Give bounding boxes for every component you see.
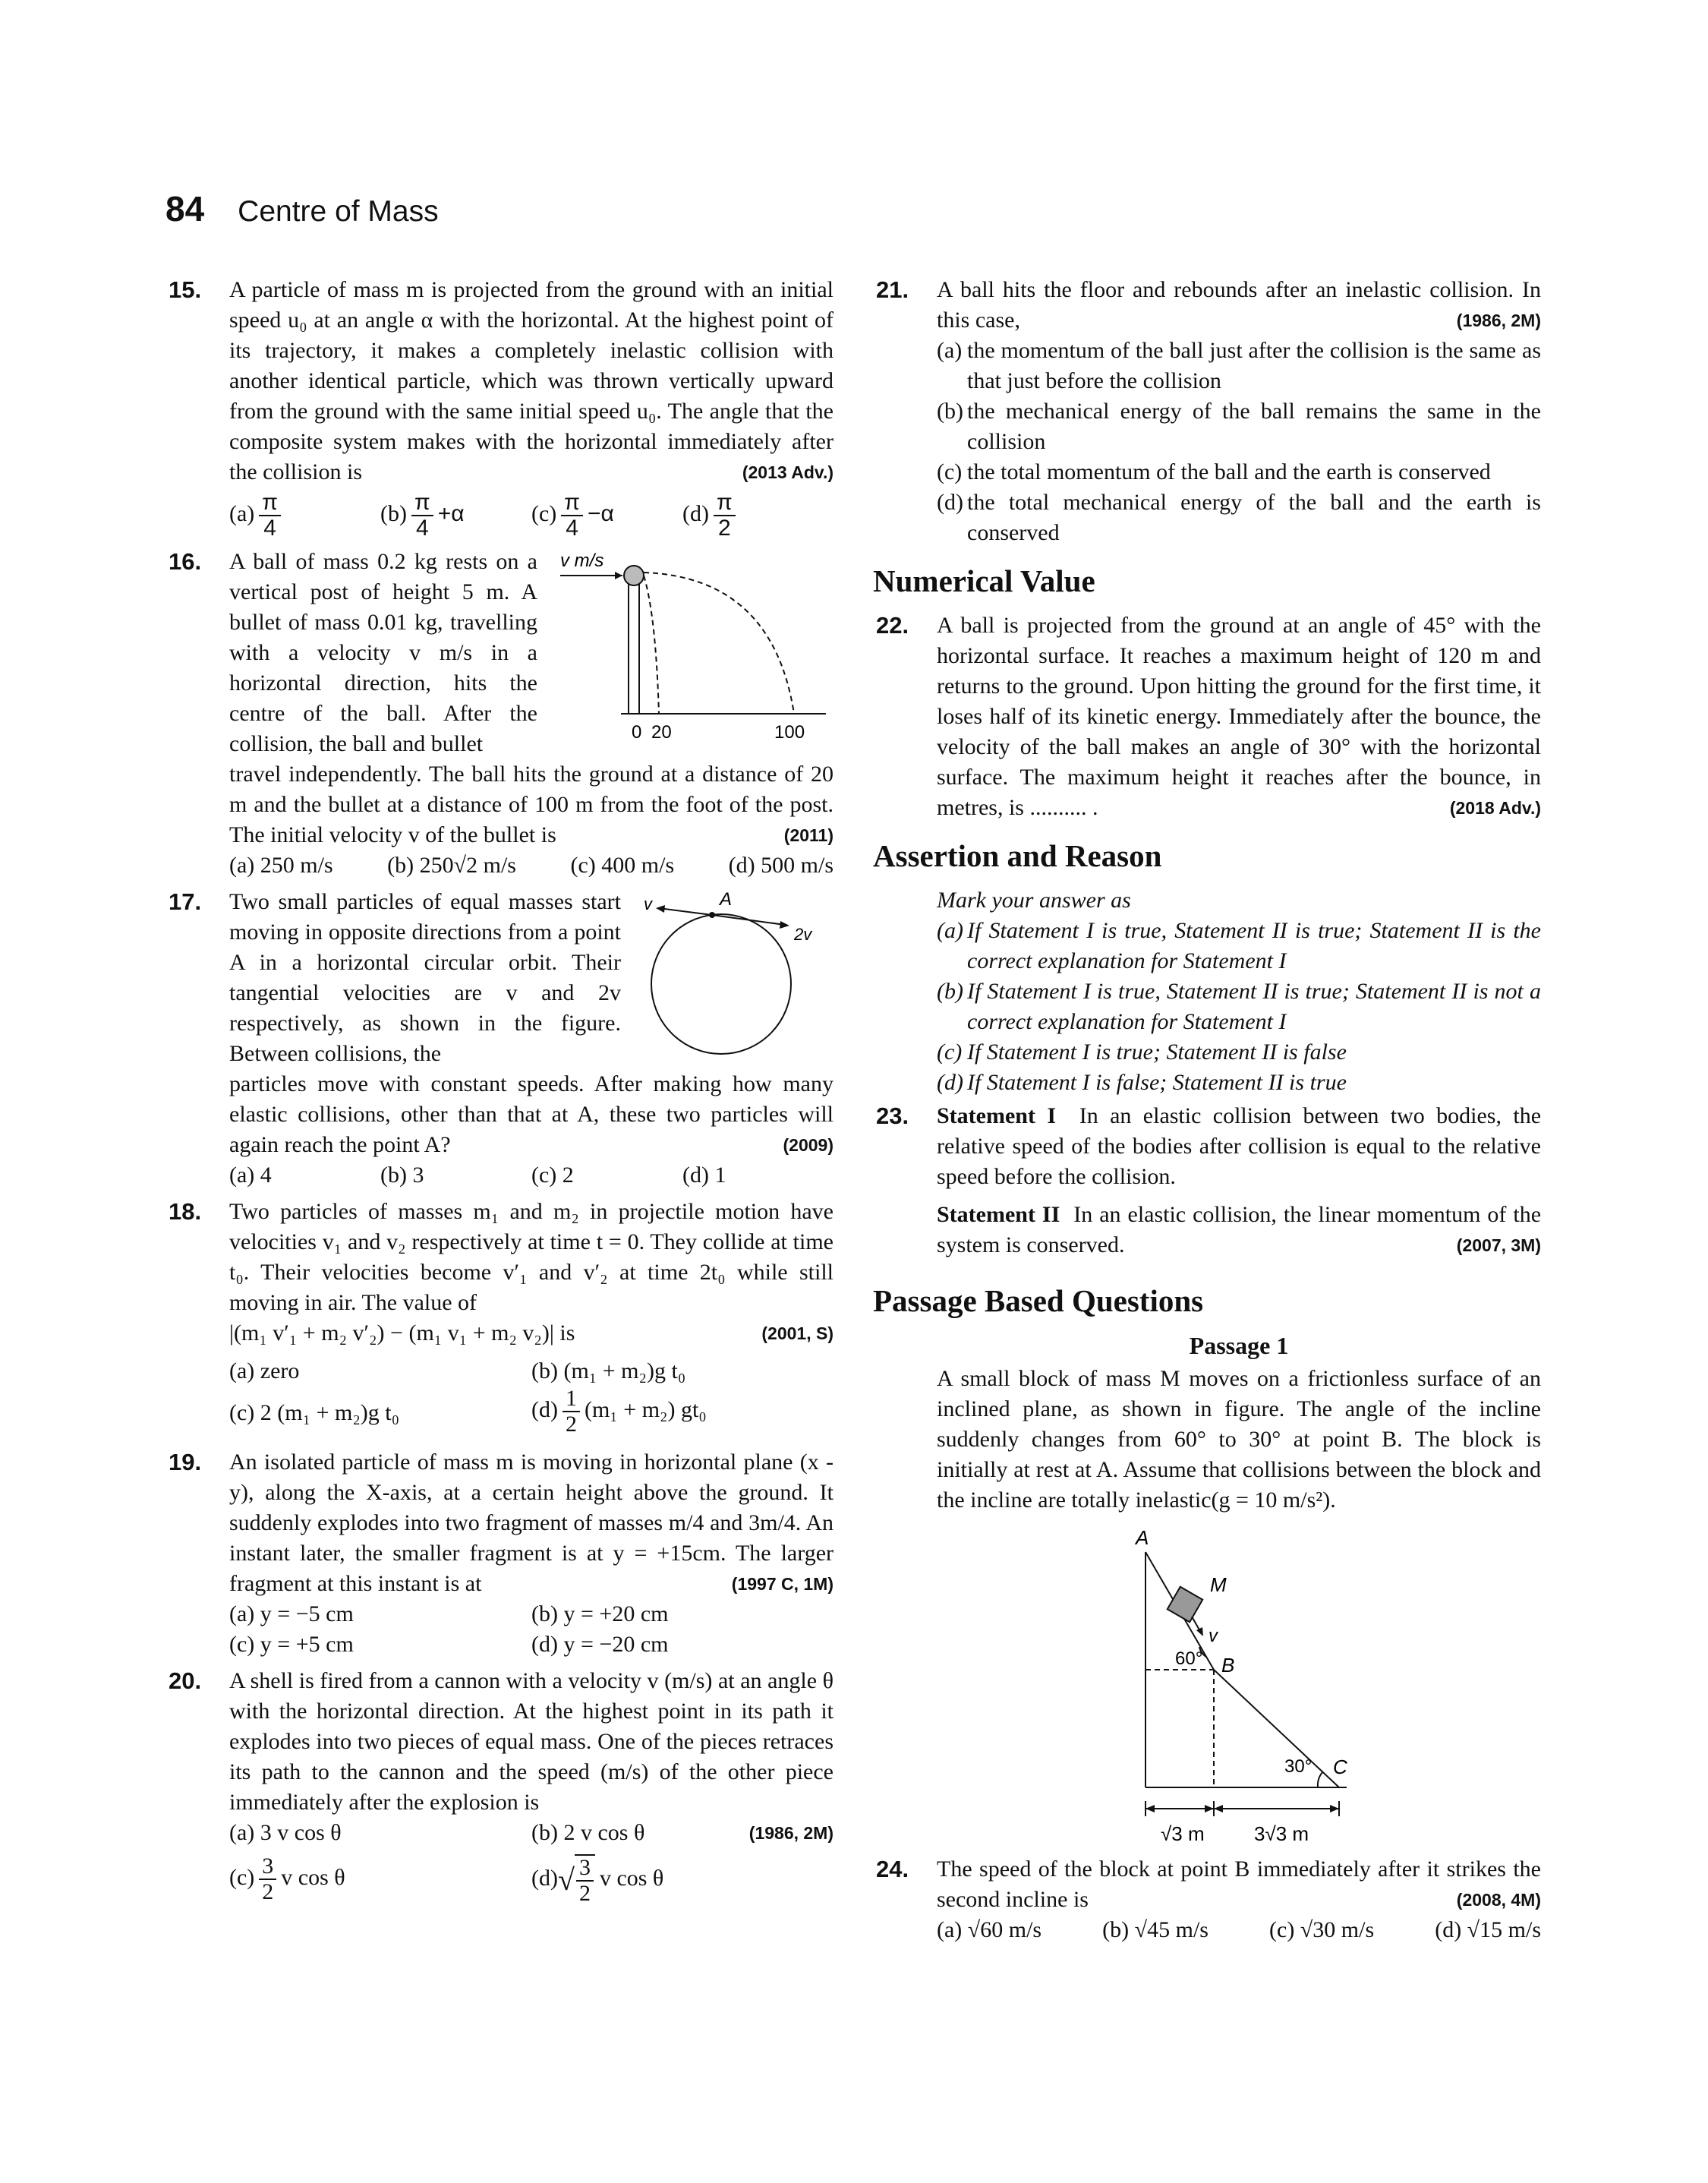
circular-orbit-figure	[636, 887, 834, 1062]
question-source: (2018 Adv.)	[1449, 798, 1541, 818]
instruction-b: (b) If Statement I is true, Statement II is true; Statement II is not a correct explanation for Statement I	[937, 979, 1541, 1034]
options	[229, 850, 834, 881]
question-18	[165, 1197, 834, 1440]
option-c: (c) 2	[531, 1162, 574, 1188]
option-c: (c) √30 m/s	[1269, 1917, 1375, 1942]
point-a-label: A	[720, 889, 733, 910]
question-number: 24.	[876, 1856, 909, 1882]
option-c: (c) the total momentum of the ball and the earth is conserved	[937, 459, 1491, 484]
question-17	[165, 887, 834, 1191]
option-b: (b) √45 m/s	[1102, 1917, 1209, 1942]
option-b: (b) 250√2 m/s	[387, 853, 516, 878]
question-source: (2008, 4M)	[1456, 1890, 1541, 1910]
option-d: (d) y = −20 cm	[531, 1632, 669, 1657]
page-header	[165, 188, 439, 229]
projectile-post-figure	[553, 547, 834, 744]
assertion-instructions	[873, 885, 1541, 1098]
incline-figure	[1051, 1522, 1385, 1848]
option-c: (c) $\frac{3}{2}$ v cos θ	[229, 1853, 345, 1904]
option-a: (a) 4	[229, 1162, 272, 1188]
point-a-label: A	[1136, 1526, 1149, 1549]
question-text: Two particles of masses m₁ and m₂ in projectile motion have velocities v₁ and v₂ respectively at time t = 0. They collide at time t₀. Their velocities become v′₁ and v′₂ at time 2t₀ while still moving in air. The value of	[229, 1199, 834, 1315]
point-c-label: C	[1333, 1756, 1347, 1778]
question-number: 22.	[876, 612, 909, 639]
right-column	[873, 275, 1541, 1951]
option-d: (d) √15 m/s	[1435, 1917, 1541, 1942]
option-c: (c) $\frac{\pi}{4}$ −α	[531, 490, 614, 541]
tick-100: 100	[774, 722, 805, 743]
question-16	[165, 547, 834, 881]
question-source: (1997 C, 1M)	[731, 1574, 834, 1594]
question-number: 19.	[169, 1449, 202, 1475]
option-b: (b) (m₁ + m₂)g t₀	[531, 1358, 686, 1383]
section-heading-numerical: Numerical Value	[873, 563, 1095, 598]
question-24	[873, 1854, 1541, 1945]
statement-2-text: In an elastic collision, the linear momentum of the system is conserved.	[937, 1202, 1542, 1257]
options	[229, 491, 834, 541]
question-23	[873, 1101, 1541, 1260]
question-19	[165, 1447, 834, 1660]
question-21	[873, 275, 1541, 548]
option-d: (d) $\frac{1}{2}$ (m₁ + m₂) gt₀	[531, 1386, 707, 1437]
option-d: (d) $\frac{\pi}{2}$	[682, 491, 834, 541]
option-a: (a) √60 m/s	[937, 1917, 1042, 1942]
options	[229, 1160, 834, 1191]
option-c: (c) 2 (m₁ + m₂)g t₀	[229, 1400, 400, 1425]
passage-text: A small block of mass M moves on a frictionless surface of an inclined plane, as shown in figure. The angle of the incline suddenly changes from 60° to 30° at point B. The block is initially at rest at A. Assume that collisions between the block and the incline are totally inelastic(g = 10 m/s²).	[937, 1366, 1541, 1513]
2v-label: 2v	[794, 925, 812, 944]
dimension-3sqrt3-label: 3√3 m	[1254, 1822, 1309, 1845]
option-b: (b) y = +20 cm	[531, 1601, 669, 1626]
option-a: (a) 250 m/s	[229, 853, 333, 878]
statement-1-text: In an elastic collision between two bodies, the relative speed of the bodies after collision is equal to the relative speed before the collision.	[937, 1103, 1542, 1189]
question-number: 15.	[169, 276, 202, 303]
instruction-c: (c) If Statement I is true; Statement II is false	[937, 1039, 1347, 1065]
question-number: 17.	[169, 888, 202, 915]
option-b: (b) 3	[380, 1162, 424, 1188]
question-source: (2009)	[783, 1135, 834, 1155]
options	[229, 1356, 834, 1440]
option-d: (d)√ $\frac{3}{2}$ v cos θ	[531, 1855, 664, 1906]
question-number: 21.	[876, 276, 909, 303]
angle-30-label: 30°	[1284, 1756, 1313, 1777]
dimension-sqrt3-label: √3 m	[1161, 1822, 1205, 1845]
question-number: 16.	[169, 548, 202, 575]
question-number: 20.	[169, 1667, 202, 1694]
option-a: (a) the momentum of the ball just after the collision is the same as that just before the collision	[937, 338, 1541, 393]
question-source: (1986, 2M)	[748, 1823, 834, 1843]
statement-1-label: Statement I	[937, 1103, 1057, 1128]
option-a: (a) y = −5 cm	[229, 1601, 354, 1626]
question-22	[873, 610, 1541, 823]
tick-0: 0	[632, 722, 642, 743]
instructions-intro: Mark your answer as	[937, 888, 1131, 913]
question-text-rest: particles move with constant speeds. After making how many elastic collisions, other than that at A, these two particles will again reach the point A?	[229, 1071, 834, 1157]
angle-60-label: 60°	[1175, 1648, 1203, 1669]
section-heading-passage: Passage Based Questions	[873, 1283, 1204, 1318]
left-column	[165, 275, 834, 1912]
options	[229, 1818, 834, 1906]
question-source: (2011)	[783, 825, 834, 845]
mass-m-label: M	[1210, 1573, 1227, 1596]
page-number: 84	[165, 189, 205, 229]
option-b: (b) $\frac{\pi}{4}$ +α	[380, 490, 465, 541]
v-label: v	[644, 894, 652, 913]
question-source: (2001, S)	[761, 1323, 834, 1343]
question-source: (2013 Adv.)	[742, 462, 834, 482]
question-text: A ball is projected from the ground at an angle of 45° with the horizontal surface. It reaches a maximum height of 120 m and returns to the ground. Upon hitting the ground for the first time, it loses half of its kinetic energy. Immediately after the bounce, the velocity of the ball makes an angle of 30° with the horizontal surface. The maximum height it reaches after the bounce, in metres, is .......... .	[937, 613, 1541, 820]
option-b: (b) 2 v cos θ	[531, 1820, 645, 1845]
options	[229, 1599, 834, 1660]
question-text: An isolated particle of mass m is moving in horizontal plane (x -y), along the X-axis, at a certain height above the ground. It suddenly explodes into two fragment of masses m/4 and 3m/4. An instant later, the smaller fragment is at y = +15cm. The larger fragment at this instant is at	[229, 1450, 834, 1596]
instruction-a: (a) If Statement I is true, Statement II is true; Statement II is the correct explanation for Statement I	[937, 918, 1541, 973]
option-c: (c) 400 m/s	[570, 853, 675, 878]
question-source: (1986, 2M)	[1456, 311, 1541, 330]
question-source: (2007, 3M)	[1456, 1235, 1541, 1255]
velocity-v-label: v	[1209, 1626, 1218, 1646]
option-a: (a) $\frac{\pi}{4}$	[229, 491, 380, 541]
question-text: A ball of mass 0.2 kg rests on a vertical post of height 5 m. A bullet of mass 0.01 kg, travelling with a velocity v m/s in a horizontal direction, hits the centre of the ball. After the collision, the ball and bullet	[229, 549, 537, 756]
question-20	[165, 1666, 834, 1906]
passage-title: Passage 1	[1189, 1332, 1289, 1359]
passage-1	[873, 1330, 1541, 1848]
question-text-rest: travel independently. The ball hits the ground at a distance of 20 m and the bullet at a distance of 100 m from the foot of the post. The initial velocity v of the bullet is	[229, 762, 834, 847]
point-b-label: B	[1221, 1654, 1235, 1677]
instruction-d: (d) If Statement I is false; Statement II is true	[937, 1070, 1347, 1095]
velocity-label: v m/s	[560, 550, 604, 571]
question-text: Two small particles of equal masses start moving in opposite directions from a point A in a horizontal circular orbit. Their tangential velocities are v and 2v respectively, as shown in the figure. Between collisions, the	[229, 889, 621, 1066]
option-d: (d) 500 m/s	[728, 853, 834, 878]
option-c: (c) y = +5 cm	[229, 1632, 354, 1657]
option-a: (a) zero	[229, 1358, 300, 1383]
tick-20: 20	[651, 722, 672, 743]
question-number: 18.	[169, 1198, 202, 1225]
options	[937, 1915, 1541, 1945]
question-text: A particle of mass m is projected from the ground with an initial speed u₀ at an angle α with the horizontal. At the highest point of its trajectory, it makes a completely inelastic collision with another identical particle, which was thrown vertically upward from the ground with the same initial speed u₀. The angle that the composite system makes with the horizontal immediately after the collision is	[229, 277, 834, 484]
section-heading-assertion: Assertion and Reason	[873, 838, 1162, 873]
question-text: A ball hits the floor and rebounds after an inelastic collision. In this case,	[937, 277, 1541, 333]
option-d: (d) the total mechanical energy of the ball and the earth is conserved	[937, 490, 1541, 545]
question-text: The speed of the block at point B immediately after it strikes the second incline is	[937, 1856, 1541, 1912]
option-a: (a) 3 v cos θ	[229, 1820, 342, 1845]
option-b: (b) the mechanical energy of the ball remains the same in the collision	[937, 399, 1541, 454]
expression: |(m₁ v′₁ + m₂ v′₂) − (m₁ v₁ + m₂ v₂)| is	[229, 1320, 575, 1345]
option-d: (d) 1	[682, 1162, 726, 1188]
chapter-title: Centre of Mass	[238, 195, 439, 228]
statement-2-label: Statement II	[937, 1202, 1060, 1227]
question-15	[165, 275, 834, 541]
question-text: A shell is fired from a cannon with a velocity v (m/s) at an angle θ with the horizontal direction. At the highest point in its path it explodes into two pieces of equal mass. One of the pieces retraces its path to the cannon and the speed (m/s) of the other piece immediately after the explosion is	[229, 1668, 834, 1815]
question-number: 23.	[876, 1103, 909, 1129]
